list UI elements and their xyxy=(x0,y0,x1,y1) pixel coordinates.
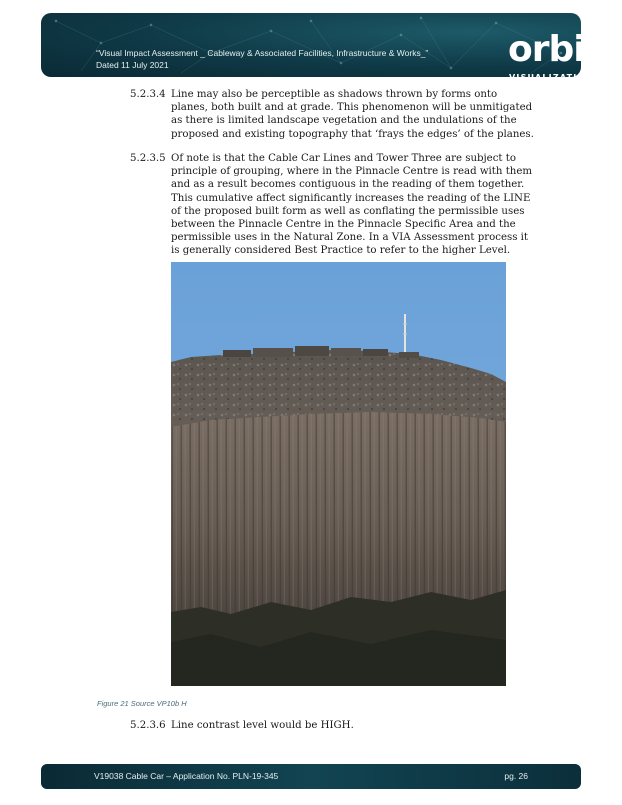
paragraph-5-2-3-6 xyxy=(130,719,535,732)
footer-page-number: pg. 26 xyxy=(504,771,528,781)
header-banner xyxy=(41,13,601,82)
paragraph-text: Line may also be perceptible as shadows thrown by forms onto planes, both built and at grade. This phenomenon will be unmitigated as there is limited landscape vegetation and the undulations of the proposed and existing topography that ‘frays the edges’ of the planes. xyxy=(171,89,534,140)
paragraph-text: Of note is that the Cable Car Lines and Tower Three are subject to principle of grouping, where in the Pinnacle Centre is read with them and as a result becomes contiguous in the reading of them together. This cumulative affect significantly increases the reading of the LINE of the proposed built form as well as conflating the permissible uses between the Pinnacle Centre in the Pinnacle Specific Area and the permissible uses in the Natural Zone. In a VIA Assessment process it is generally considered Best Practice to refer to the higher Level. xyxy=(171,153,533,257)
footer-document-reference: V19038 Cable Car – Application No. PLN-19-345 xyxy=(94,771,279,781)
paragraph-5-2-3-5 xyxy=(130,152,535,258)
figure-photo-mountain-pinnacle xyxy=(171,262,506,686)
footer-banner xyxy=(41,764,581,789)
paragraph-number: 5.2.3.6 xyxy=(130,720,166,731)
mountain-cliff-image xyxy=(171,262,506,686)
header-title-line1: “Visual Impact Assessment _ Cableway & Associated Facilities, Infrastructure & Works_” xyxy=(96,48,429,58)
paragraph-text: Line contrast level would be HIGH. xyxy=(171,720,354,731)
paragraph-number: 5.2.3.4 xyxy=(130,89,166,100)
header-title-line2: Dated 11 July 2021 xyxy=(96,60,169,70)
header-document-title xyxy=(96,47,428,71)
paragraph-5-2-3-4 xyxy=(130,88,535,141)
orbit-logo: orbit xyxy=(508,29,601,70)
figure-caption: Figure 21 Source VP10b H xyxy=(97,699,187,708)
orbit-logo-subtext: VISUALIZATION xyxy=(509,73,594,82)
paragraph-number: 5.2.3.5 xyxy=(130,153,166,164)
